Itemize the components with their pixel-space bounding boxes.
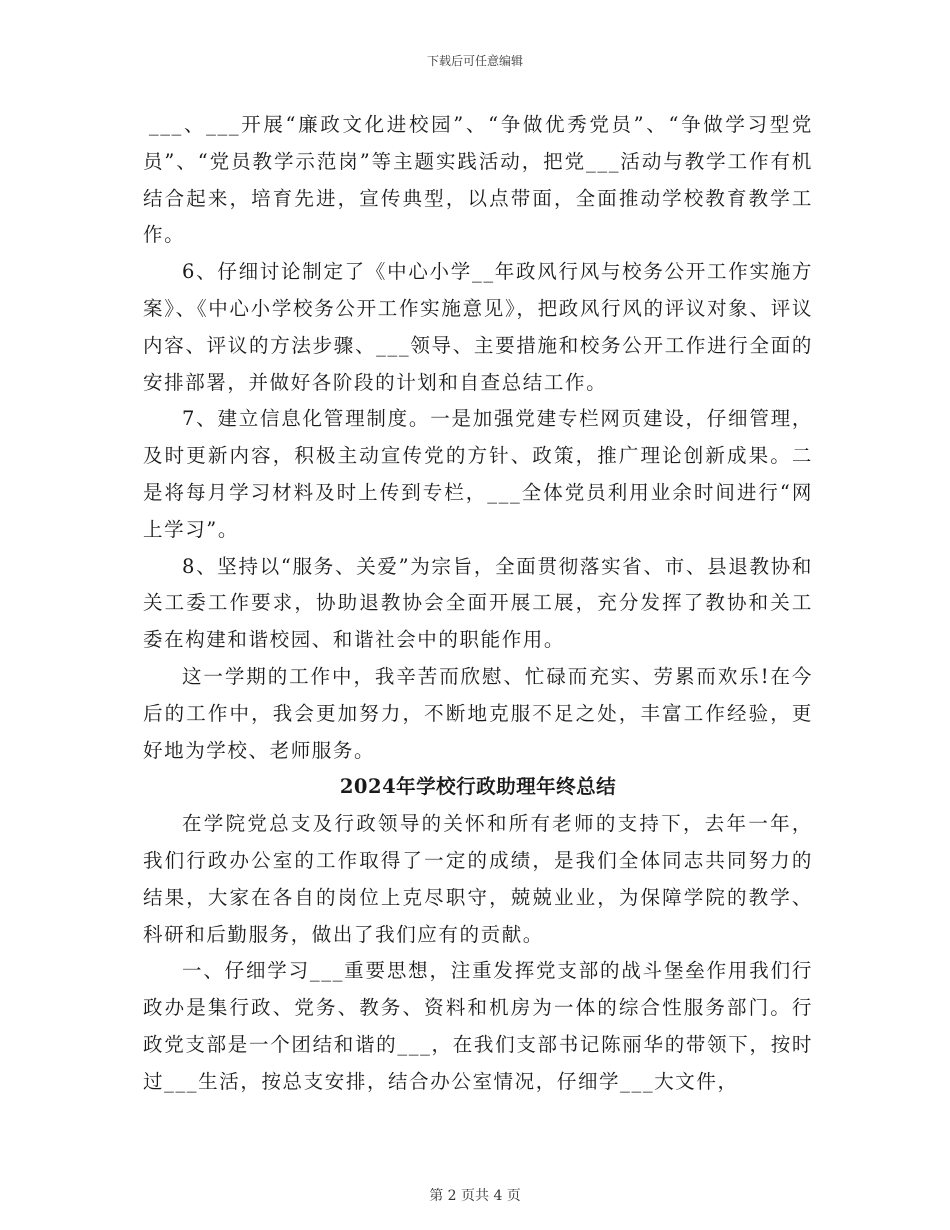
paragraph-study: 一、仔细学习___重要思想，注重发挥党支部的战斗堡垒作用我们行政办是集行政、党务、教务、资料和机房为一体的综合性服务部门。行政党支部是一个团结和谐的___，在我们支部书记陈丽华的带领下，按时过___生活，按总支安排，结合办公室情况，仔细学___大文件，	[143, 959, 813, 1093]
paragraph-item-7: 7、建立信息化管理制度。一是加强党建专栏网页建设，仔细管理，及时更新内容，积极主动宣传党的方针、政策，推广理论创新成果。二是将每月学习材料及时上传到专栏，___全体党员利用业余时间进行“网上学习”。	[143, 407, 813, 541]
document-body	[143, 107, 813, 1101]
paragraph-item-6: 6、仔细讨论制定了《中心小学__年政风行风与校务公开工作实施方案》、《中心小学校务公开工作实施意见》，把政风行风的评议对象、评议内容、评议的方法步骤、___领导、主要措施和校务公开工作进行全面的安排部署，并做好各阶段的计划和自查总结工作。	[143, 260, 813, 394]
paragraph-item-8: 8、坚持以“服务、关爱”为宗旨，全面贯彻落实省、市、县退教协和关工委工作要求，协助退教协会全面开展工展，充分发挥了教协和关工委在构建和谐校园、和谐社会中的职能作用。	[143, 554, 813, 652]
paragraph-conclusion: 这一学期的工作中，我辛苦而欣慰、忙碌而充实、劳累而欢乐!在今后的工作中，我会更加努力，不断地克服不足之处，丰富工作经验，更好地为学校、老师服务。	[143, 664, 813, 762]
page-header: 下载后可任意编辑	[426, 54, 523, 68]
paragraph-intro: 在学院党总支及行政领导的关怀和所有老师的支持下，去年一年，我们行政办公室的工作取得了一定的成绩，是我们全体同志共同努力的结果，大家在各自的岗位上克尽职守，兢兢业业，为保障学院的教学、科研和后勤服务，做出了我们应有的贡献。	[143, 812, 813, 946]
page-footer: 第 2 页共 4 页	[429, 1188, 521, 1204]
section-title: 2024年学校行政助理年终总结	[339, 775, 617, 799]
paragraph-activities: ___、___开展“廉政文化进校园”、“争做优秀党员”、“争做学习型党员”、“党员教学示范岗”等主题实践活动，把党___活动与教学工作有机结合起来，培育先进，宣传典型，以点带面，全面推动学校教育教学工作。	[143, 113, 813, 247]
